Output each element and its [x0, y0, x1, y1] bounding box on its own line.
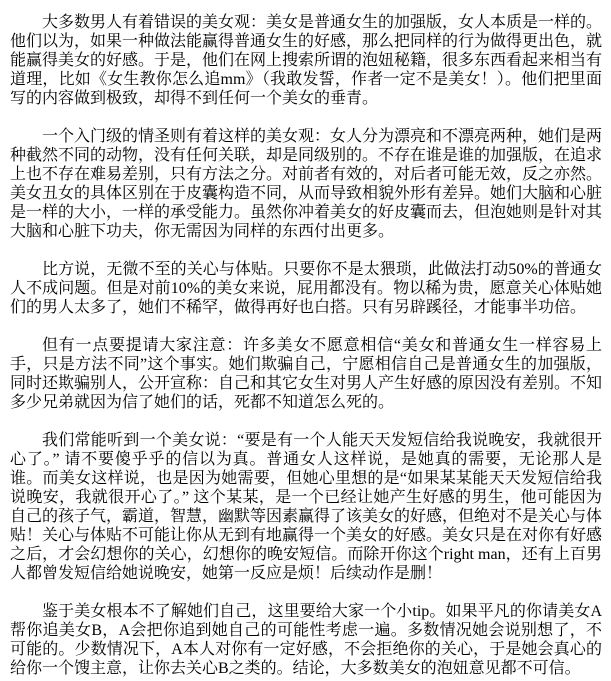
paragraph-1: 大多数男人有着错误的美女观：美女是普通女生的加强版，女人本质是一样的。他们以为，如果一种做法能赢得普通女生的好感，那么把同样的行为做得更出色，就能赢得美女的好感。于是，他们在网上搜索所谓的泡妞秘籍，很多东西看起来相当有道理，比如《女生教你怎么追mm》（我敢发誓，作者一定不是美女！）。他们把里面写的内容做到极致，却得不到任何一个美女的垂青。: [10, 14, 603, 107]
paragraph-4: 但有一点要提请大家注意：许多美女不愿意相信“美女和普通女生一样容易上手，只是方法不同”这个事实。她们欺骗自己，宁愿相信自己是普通女生的加强版，同时还欺骗别人，公开宣称：自己和其它女生对男人产生好感的原因没有差别。不知多少兄弟就因为信了她们的话，死都不知道怎么死的。: [10, 337, 603, 411]
paragraph-6: 鉴于美女根本不了解她们自己，这里要给大家一个小tip。如果平凡的你请美女A帮你追美女B，A会把你追到她自己的可能性考虑一遍。多数情况她会说别想了，不可能的。少数情况下，A本人对你有一定好感，不会拒绝你的关心，于是她会真心的给你一个馊主意，让你去关心B之类的。结论，大多数美女的泡妞意见都不可信。: [10, 603, 602, 677]
paragraph-2: 一个入门级的情圣则有着这样的美女观：女人分为漂亮和不漂亮两种，她们是两种截然不同的动物，没有任何关联，却是同级别的。不存在谁是谁的加强版，在追求上也不存在难易差别，只有方法之分。对前者有效的，对后者可能无效，反之亦然。美女丑女的具体区别在于皮囊构造不同，从而导致相貌外形有差异。她们大脑和心脏是一样的大小，一样的承受能力。虽然你冲着美女的好皮囊而去，但泡她则是针对其大脑和心脏下功夫，你无需因为同样的东西付出更多。: [10, 128, 603, 240]
paragraph-5: 我们常能听到一个美女说：“要是有一个人能天天发短信给我说晚安，我就很开心了。” 请不要傻乎乎的信以为真。普通女人这样说，是她真的需要，无论那人是谁。而美女这样说，也是因为她需要，但她心里想的是“如果某某能天天发短信给我说晚安，我就很开心了。” 这个某某，是一个已经让她产生好感的男生，他可能因为自己的孩子气，霸道，智慧，幽默等因素赢得了该美女的好感，但绝对不是关心与体贴！关心与体贴不可能让你从无到有地赢得一个美女的好感。美女只是在对你有好感之后，才会幻想你的关心，幻想你的晚安短信。而除开你这个right man，还有上百男人都曾发短信给她说晚安，她第一反应是烦！后续动作是删！: [10, 432, 603, 582]
paragraph-3: 比方说，无微不至的关心与体贴。只要你不是太猥琐，此做法打动50%的普通女人不成问题。但是对前10%的美女来说，屁用都没有。物以稀为贵，愿意关心体贴她们的男人太多了，她们不稀罕，做得再好也白搭。只有另辟蹊径，才能事半功倍。: [10, 261, 602, 316]
document-body: [10, 13, 602, 678]
